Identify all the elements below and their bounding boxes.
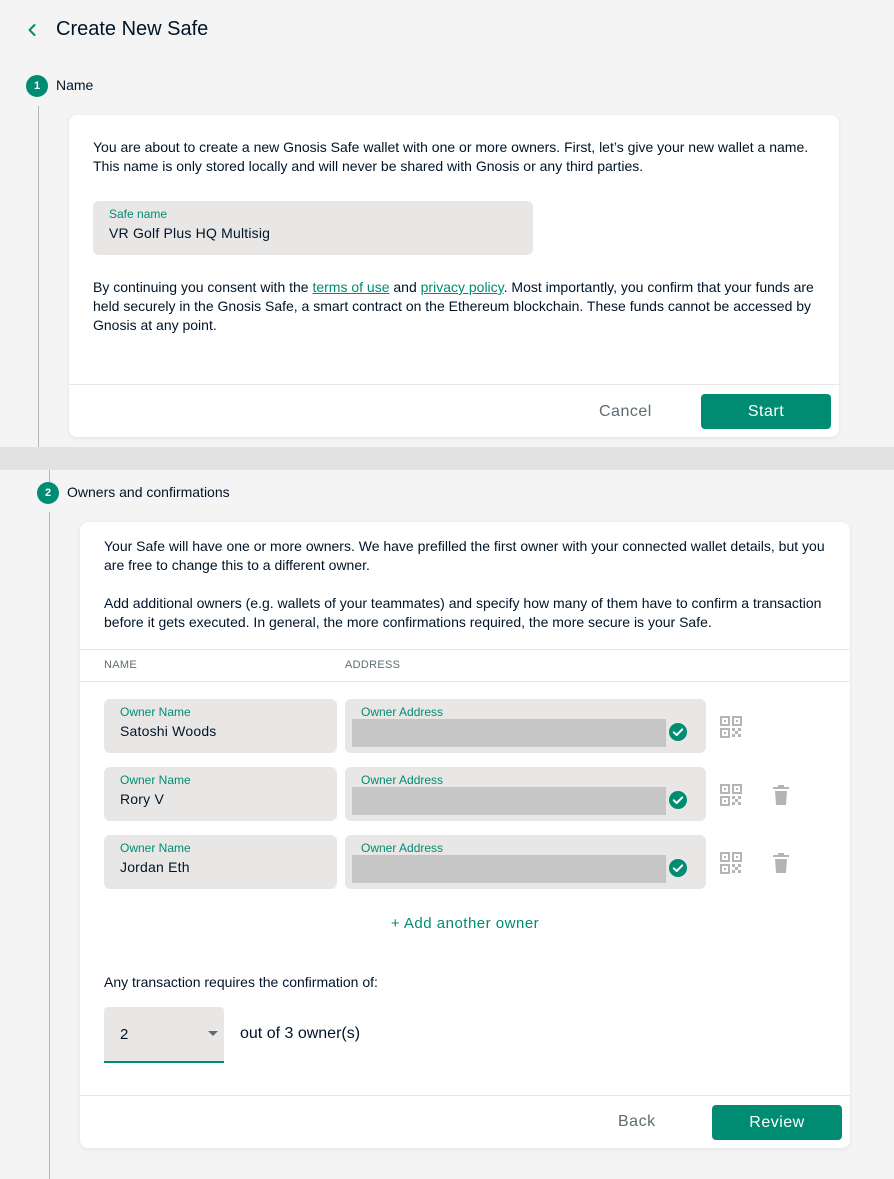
step-2-label: Owners and confirmations	[67, 484, 230, 500]
header	[0, 0, 894, 60]
owner-name-field[interactable]	[104, 767, 337, 821]
trash-icon[interactable]	[770, 852, 792, 874]
name-step-intro: You are about to create a new Gnosis Safe wallet with one or more owners. First, let’s give your new wallet a name. This name is only stored locally and will never be shared with Gnosis or any third parties.	[93, 139, 809, 174]
consent-text	[93, 278, 823, 335]
owner-address-redacted[interactable]	[352, 787, 666, 815]
cancel-button[interactable]: Cancel	[599, 403, 652, 420]
owner-name-field[interactable]	[104, 835, 337, 889]
owners-intro-1: Your Safe will have one or more owners. We have prefilled the first owner with your connected wallet details, but you are free to change this to a different owner.	[104, 538, 825, 573]
owner-address-redacted[interactable]	[352, 719, 666, 747]
owner-address-label: Owner Address	[361, 841, 444, 855]
terms-of-use-link[interactable]: terms of use	[312, 279, 390, 295]
owner-name-input[interactable]: Rory V	[120, 791, 164, 807]
add-owner-button[interactable]: + Add another owner	[390, 915, 540, 932]
step-1-label: Name	[56, 77, 94, 93]
consent-post: . Most importantly, you confirm that your funds are held securely in the Gnosis Safe, a smart contract on the Ethereum blockchain. These funds cannot be accessed by Gnosis at any point.	[93, 279, 814, 333]
owner-name-label: Owner Name	[120, 773, 191, 787]
qr-code-icon[interactable]	[720, 716, 742, 738]
page-title: Create New Safe	[56, 18, 209, 40]
safe-name-input[interactable]: VR Golf Plus HQ Multisig	[109, 225, 271, 241]
owner-address-field[interactable]	[345, 767, 706, 821]
owner-name-input[interactable]: Jordan Eth	[120, 859, 190, 875]
step-2-badge: 2	[37, 482, 59, 504]
name-step-card	[69, 115, 839, 437]
owner-name-label: Owner Name	[120, 705, 191, 719]
section-divider-band	[0, 447, 894, 470]
confirmation-requirement-text: Any transaction requires the confirmation of:	[104, 974, 378, 990]
consent-and: and	[389, 279, 421, 295]
review-button[interactable]: Review	[712, 1105, 842, 1140]
step-2-top-connector	[49, 470, 50, 482]
safe-name-label: Safe name	[109, 207, 168, 221]
owner-count-text: out of 3 owner(s)	[240, 1025, 361, 1042]
chevron-left-icon[interactable]	[22, 20, 42, 40]
back-button[interactable]: Back	[618, 1113, 656, 1130]
caret-down-icon	[208, 1031, 218, 1036]
table-top-divider	[80, 649, 850, 650]
column-header-address: ADDRESS	[345, 659, 401, 671]
table-header-divider	[80, 681, 850, 682]
owner-address-label: Owner Address	[361, 705, 444, 719]
owner-name-input[interactable]: Satoshi Woods	[120, 723, 217, 739]
qr-code-icon[interactable]	[720, 784, 742, 806]
owners-step-card	[80, 522, 850, 1148]
qr-code-icon[interactable]	[720, 852, 742, 874]
consent-pre: By continuing you consent with the	[93, 279, 313, 295]
step-1-badge: 1	[26, 75, 48, 97]
card-divider	[69, 384, 839, 385]
step-2-connector	[49, 512, 50, 1179]
card-divider	[80, 1095, 850, 1096]
owner-address-redacted[interactable]	[352, 855, 666, 883]
owner-address-field[interactable]	[345, 835, 706, 889]
step-1-connector	[38, 106, 39, 447]
check-circle-icon	[669, 859, 687, 877]
owner-address-field[interactable]	[345, 699, 706, 753]
check-circle-icon	[669, 791, 687, 809]
column-header-name: NAME	[104, 659, 137, 671]
safe-name-field[interactable]	[93, 201, 533, 255]
privacy-policy-link[interactable]: privacy policy	[420, 279, 504, 295]
check-circle-icon	[669, 723, 687, 741]
owners-intro-2: Add additional owners (e.g. wallets of your teammates) and specify how many of them have to confirm a transaction before it gets executed. In general, the more confirmations required, the more secure is your Safe.	[104, 595, 822, 630]
owner-name-label: Owner Name	[120, 841, 191, 855]
owner-name-field[interactable]	[104, 699, 337, 753]
start-button[interactable]: Start	[701, 394, 831, 429]
owner-address-label: Owner Address	[361, 773, 444, 787]
trash-icon[interactable]	[770, 784, 792, 806]
threshold-select[interactable]	[104, 1007, 224, 1063]
threshold-value: 2	[120, 1026, 129, 1043]
